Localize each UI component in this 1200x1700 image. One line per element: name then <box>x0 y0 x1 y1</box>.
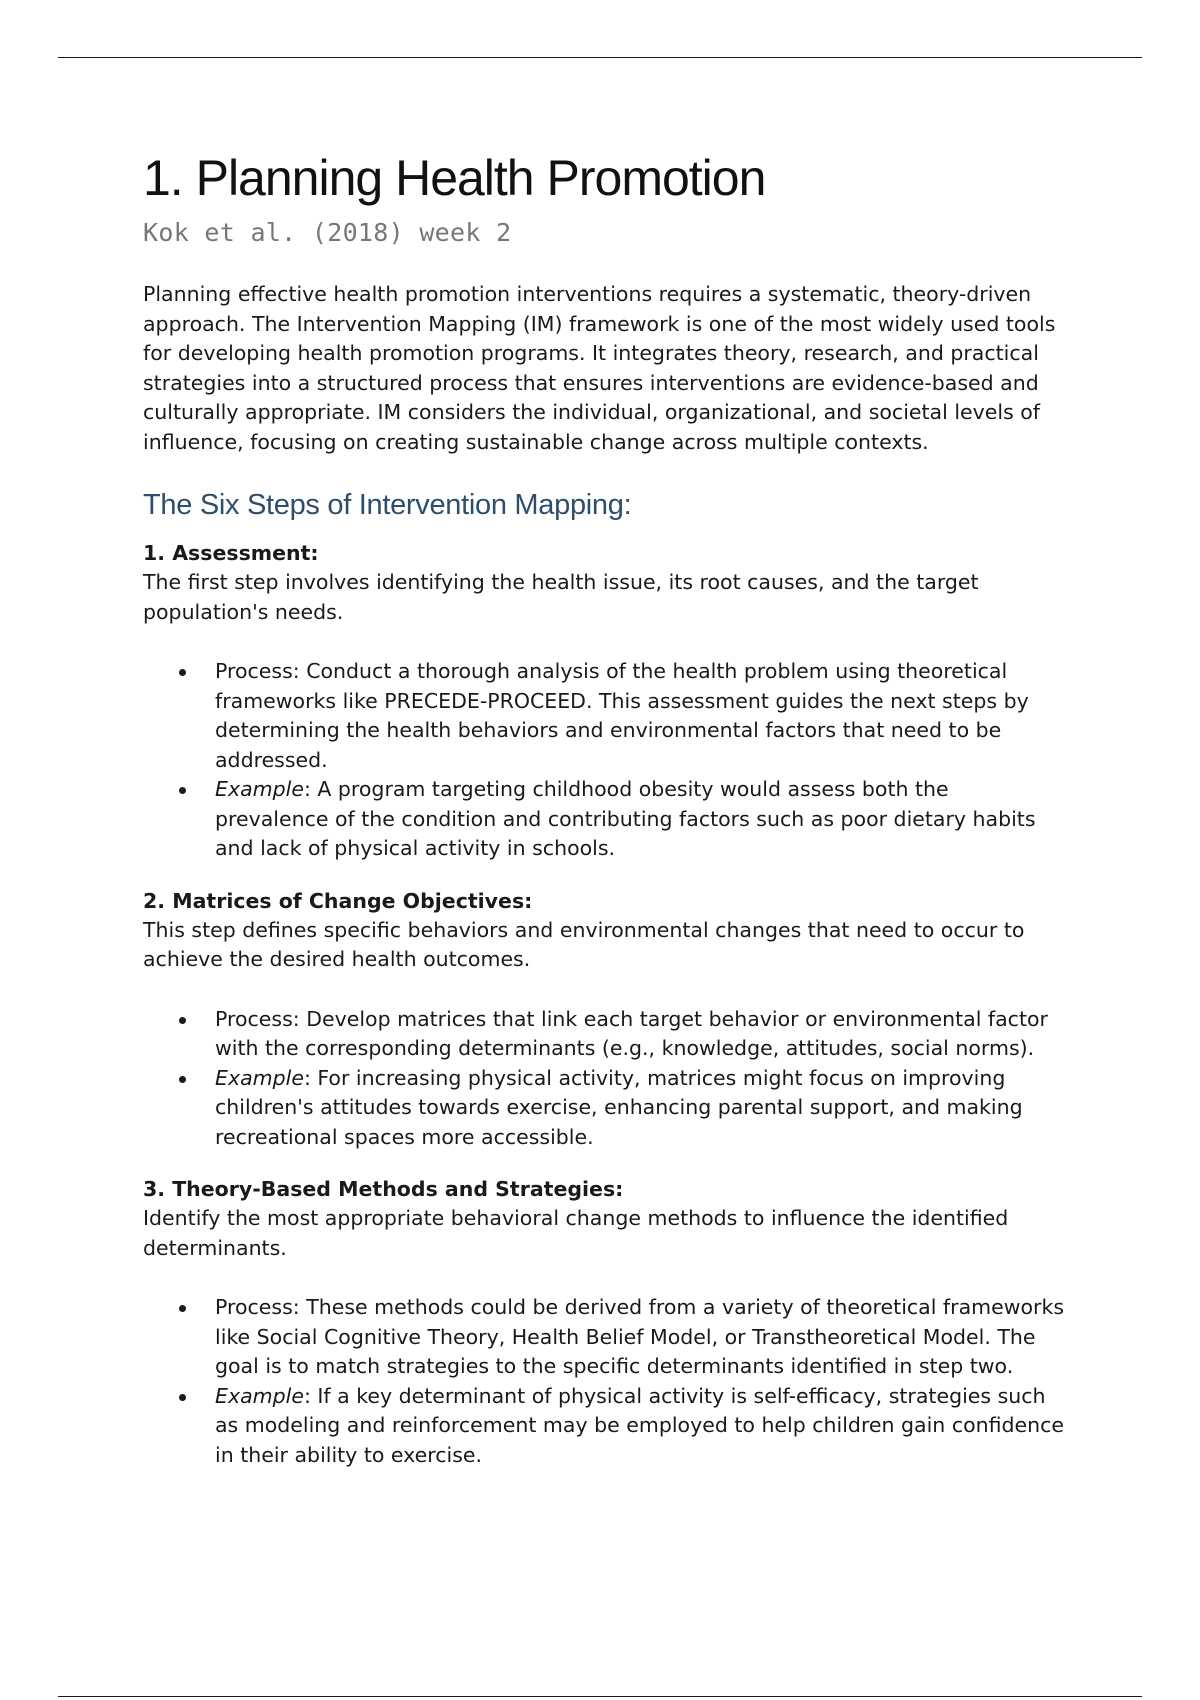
step-title: 3. Theory-Based Methods and Strategies: <box>143 1177 624 1201</box>
step-bullet-list <box>143 1293 1068 1470</box>
example-label: Example <box>215 1065 304 1090</box>
process-bullet <box>215 1293 1068 1382</box>
example-text: : For increasing physical activity, matrices might focus on improving children's attitudes towards exercise, enhancing parental support, and making recreational spaces more accessible. <box>215 1065 1023 1149</box>
example-text: : A program targeting childhood obesity would assess both the prevalence of the condition and contributing factors such as poor dietary habits and lack of physical activity in schools. <box>215 777 1036 860</box>
step-title: 1. Assessment: <box>143 541 319 565</box>
step-bullet-list <box>143 657 1068 864</box>
bullet-icon <box>179 787 186 794</box>
top-rule <box>58 57 1142 58</box>
bullet-icon <box>179 669 186 676</box>
bottom-rule <box>58 1696 1142 1697</box>
process-text: Process: Develop matrices that link each target behavior or environmental factor with the corresponding determinants (e.g., knowledge, attitudes, social norms). <box>215 1006 1048 1060</box>
example-bullet <box>215 1382 1068 1471</box>
example-bullet <box>215 1064 1068 1153</box>
document-body <box>143 146 1068 1470</box>
step-assessment <box>143 538 1068 864</box>
example-label: Example <box>215 777 304 801</box>
step-description: This step defines specific behaviors and environmental changes that need to occur to achieve the desired health outcomes. <box>143 917 1025 971</box>
example-label: Example <box>215 1383 304 1408</box>
intro-paragraph: Planning effective health promotion interventions requires a systematic, theory-driven approach. The Intervention Mapping (IM) framework is one of the most widely used tools for developing health promotion programs. It integrates theory, research, and practical strategies into a structured process that ensures interventions are evidence-based and culturally appropriate. IM considers the individual, organizational, and societal levels of influence, focusing on creating sustainable change across multiple contexts. <box>143 282 1056 454</box>
example-text: : If a key determinant of physical activity is self-efficacy, strategies such as modeling and reinforcement may be employed to help children gain confidence in their ability to exercise. <box>215 1383 1065 1467</box>
process-text: Process: Conduct a thorough analysis of the health problem using theoretical frameworks like PRECEDE-PROCEED. This assessment guides the next steps by determining the health behaviors and environmental factors that need to be addressed. <box>215 659 1029 772</box>
section-heading: The Six Steps of Intervention Mapping: <box>143 489 632 521</box>
bullet-icon <box>179 1305 186 1312</box>
step-description: The first step involves identifying the health issue, its root causes, and the target population's needs. <box>143 570 979 624</box>
step-matrices <box>143 886 1068 1153</box>
bullet-icon <box>179 1017 186 1024</box>
page-subtitle: Kok et al. (2018) week 2 <box>143 218 512 247</box>
process-bullet <box>215 1005 1068 1064</box>
step-description: Identify the most appropriate behavioral change methods to influence the identified determinants. <box>143 1206 1009 1260</box>
process-text: Process: These methods could be derived from a variety of theoretical frameworks like Social Cognitive Theory, Health Belief Model, or Transtheoretical Model. The goal is to match strategies to the specific determinants identified in step two. <box>215 1295 1065 1378</box>
bullet-icon <box>179 1394 186 1401</box>
step-methods <box>143 1174 1068 1470</box>
process-bullet <box>215 657 1068 775</box>
step-bullet-list <box>143 1005 1068 1153</box>
example-bullet <box>215 775 1068 864</box>
step-title: 2. Matrices of Change Objectives: <box>143 888 533 913</box>
page-title: 1. Planning Health Promotion <box>143 150 766 206</box>
bullet-icon <box>179 1076 186 1083</box>
